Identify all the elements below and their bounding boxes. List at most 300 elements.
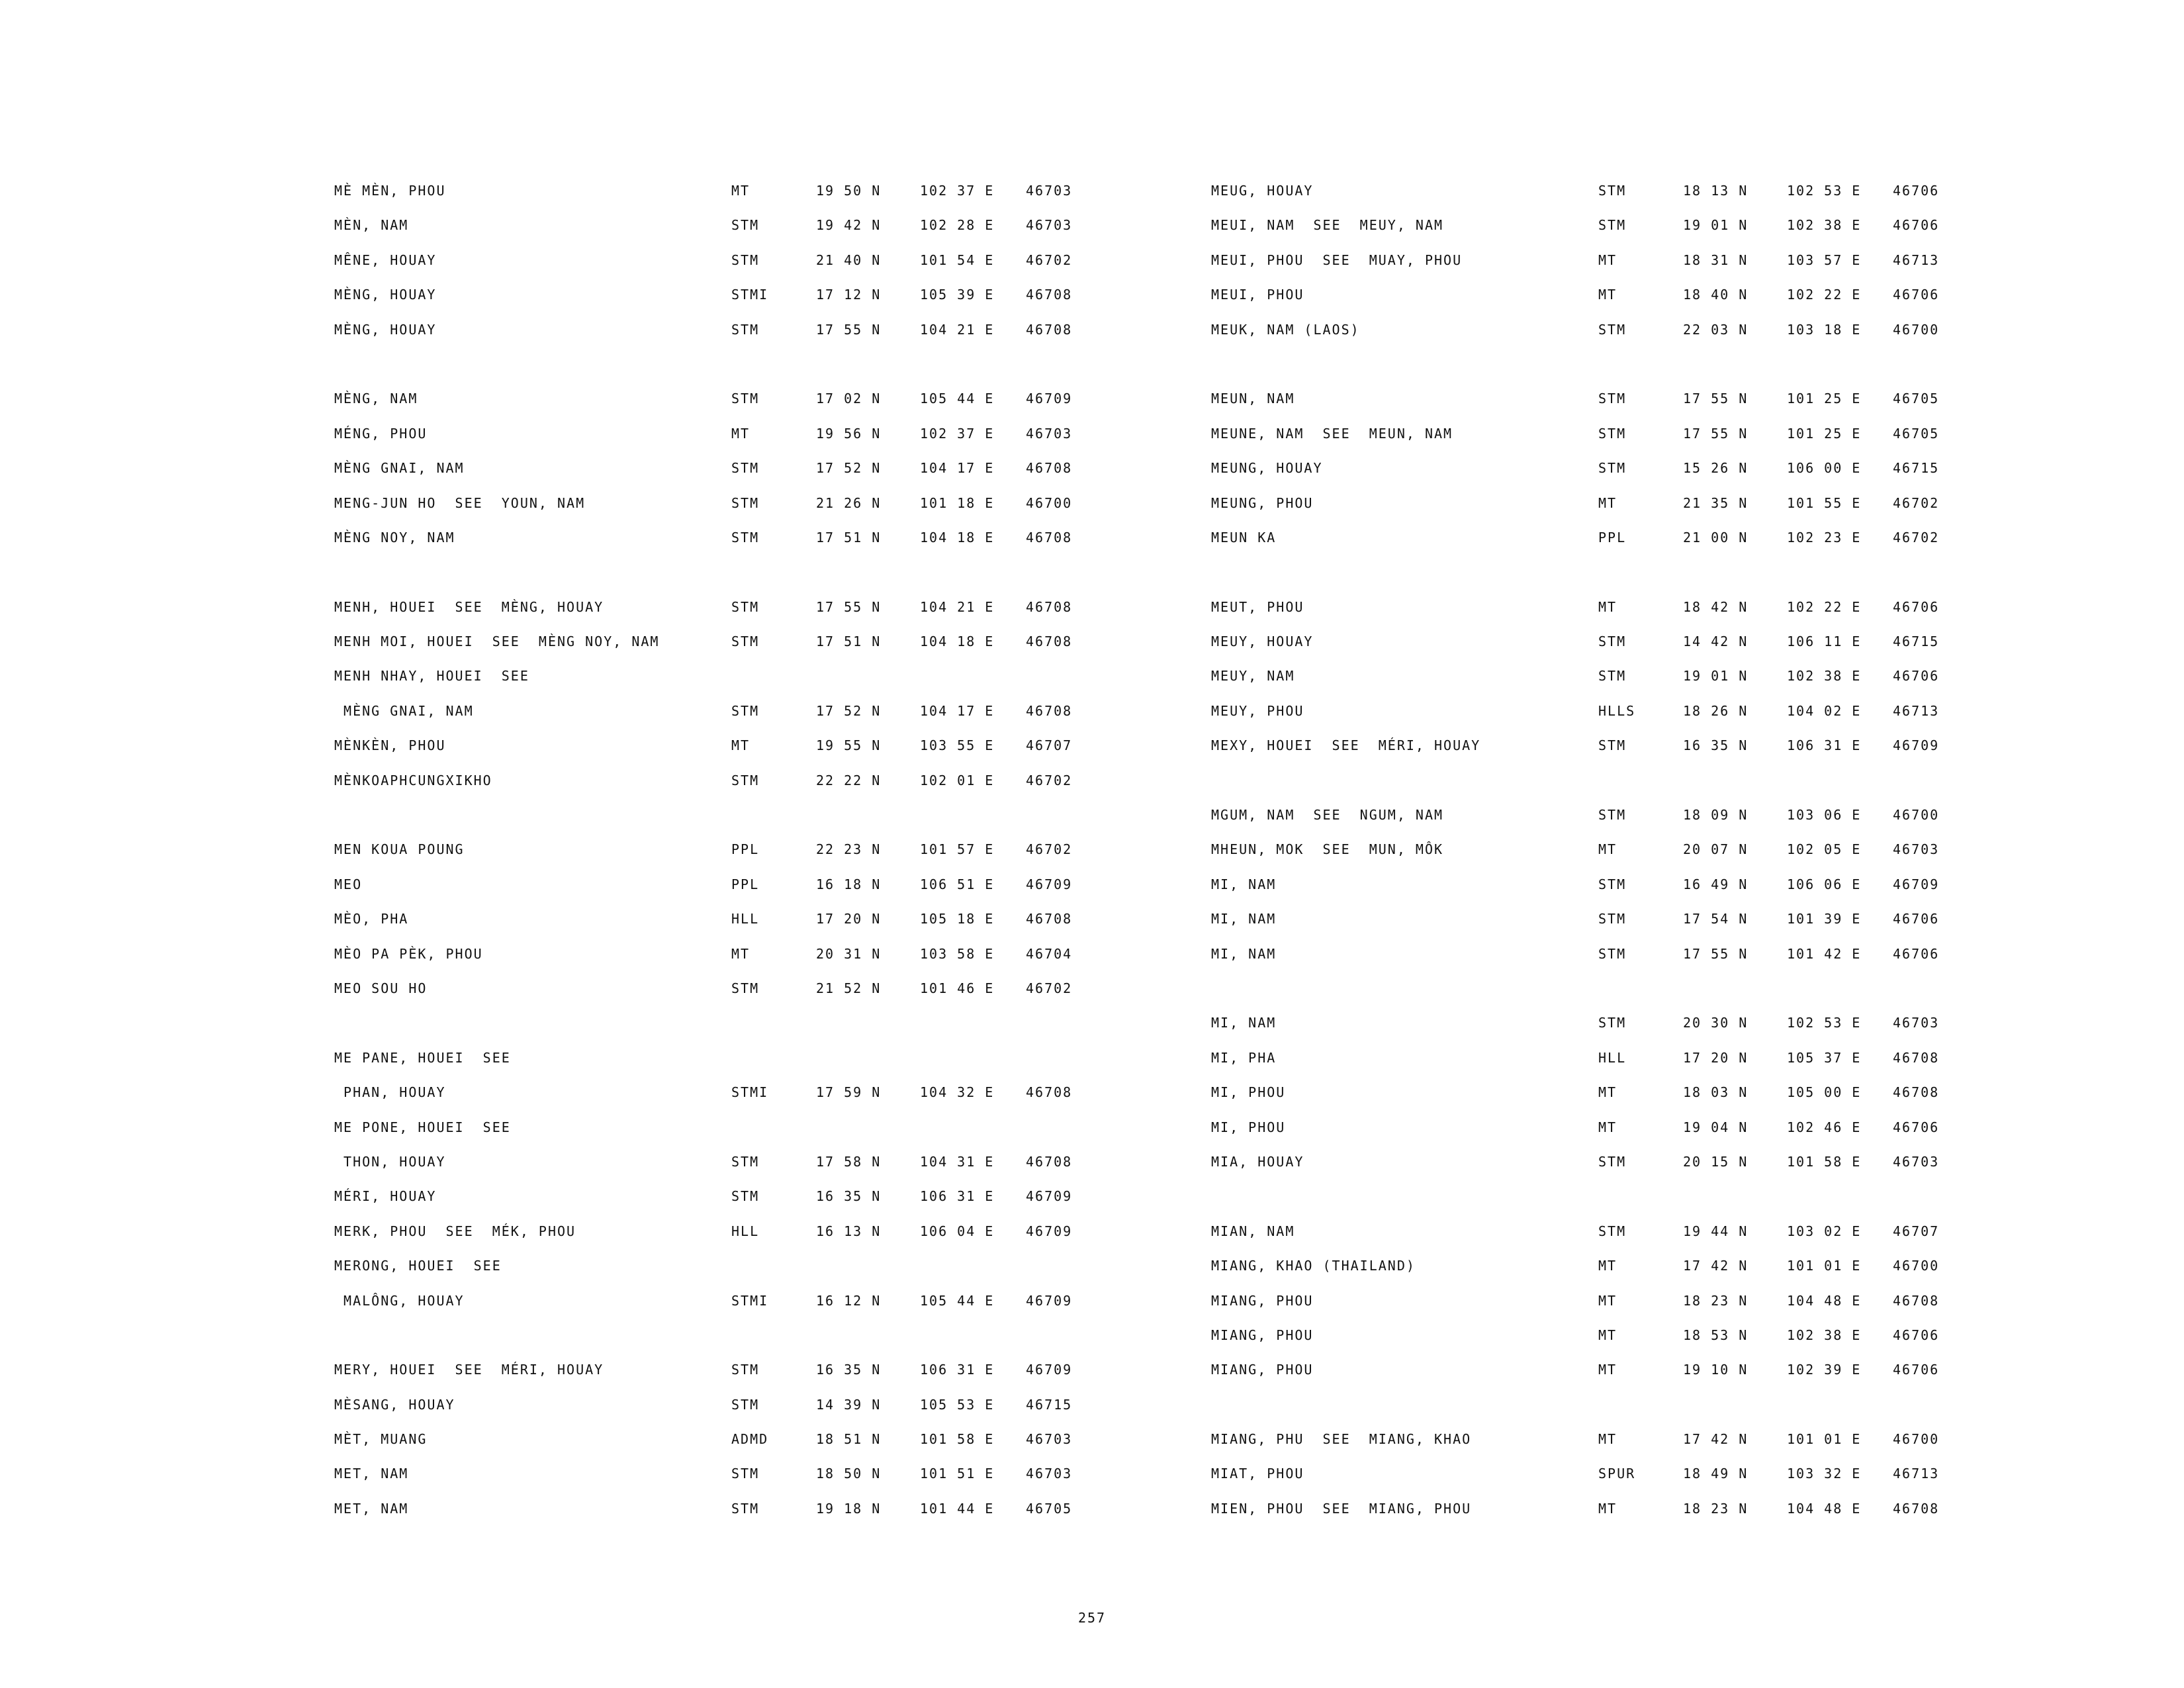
feature-code: STM <box>731 217 760 234</box>
place-name: MEXY, HOUEI SEE MÉRI, HOUAY <box>1211 737 1481 754</box>
feature-code: MT <box>1598 1119 1617 1135</box>
longitude: 101 18 E <box>920 494 995 511</box>
map-reference: 46702 <box>1026 772 1073 788</box>
place-name: MEUY, HOUAY <box>1211 633 1314 650</box>
place-name: PHAN, HOUAY <box>334 1084 446 1101</box>
latitude: 17 02 N <box>816 391 882 407</box>
place-name: MIANG, PHOU <box>1211 1362 1314 1378</box>
map-reference: 46703 <box>1026 183 1073 199</box>
feature-code: MT <box>731 183 751 199</box>
map-reference: 46709 <box>1026 1188 1073 1205</box>
feature-code: STM <box>1598 807 1627 823</box>
latitude: 21 00 N <box>1683 529 1749 545</box>
longitude: 106 06 E <box>1787 876 1862 892</box>
place-name: MERONG, HOUEI SEE <box>334 1258 502 1274</box>
place-name: MIAT, PHOU <box>1211 1466 1304 1482</box>
feature-code: STM <box>731 494 760 511</box>
latitude: 18 53 N <box>1683 1327 1749 1343</box>
map-reference: 46700 <box>1893 1258 1940 1274</box>
latitude: 19 10 N <box>1683 1362 1749 1378</box>
map-reference: 46708 <box>1893 1292 1940 1309</box>
feature-code: STM <box>731 529 760 545</box>
longitude: 102 38 E <box>1787 1327 1862 1343</box>
place-name: MIANG, PHOU <box>1211 1327 1314 1343</box>
place-name: MEUI, NAM SEE MEUY, NAM <box>1211 217 1444 234</box>
map-reference: 46709 <box>1893 737 1940 754</box>
map-reference: 46708 <box>1026 321 1073 338</box>
latitude: 17 58 N <box>816 1153 882 1170</box>
latitude: 16 49 N <box>1683 876 1749 892</box>
feature-code: STM <box>731 702 760 719</box>
feature-code: MT <box>1598 1327 1617 1343</box>
latitude: 16 35 N <box>816 1362 882 1378</box>
map-reference: 46708 <box>1893 1500 1940 1517</box>
map-reference: 46708 <box>1026 911 1073 927</box>
longitude: 101 25 E <box>1787 391 1862 407</box>
longitude: 105 18 E <box>920 911 995 927</box>
longitude: 105 44 E <box>920 1292 995 1309</box>
place-name: MENG-JUN HO SEE YOUN, NAM <box>334 494 586 511</box>
feature-code: STM <box>1598 425 1627 442</box>
longitude: 103 18 E <box>1787 321 1862 338</box>
map-reference: 46706 <box>1893 598 1940 615</box>
feature-code: MT <box>1598 841 1617 858</box>
latitude: 17 52 N <box>816 702 882 719</box>
place-name: ME PANE, HOUEI SEE <box>334 1049 511 1066</box>
place-name: MÈT, MUANG <box>334 1431 428 1448</box>
latitude: 21 52 N <box>816 980 882 996</box>
place-name: MGUM, NAM SEE NGUM, NAM <box>1211 807 1444 823</box>
place-name: MÈNG, HOUAY <box>334 321 437 338</box>
map-reference: 46708 <box>1026 1084 1073 1101</box>
latitude: 17 55 N <box>1683 425 1749 442</box>
longitude: 102 22 E <box>1787 287 1862 303</box>
place-name: MIAN, NAM <box>1211 1223 1295 1239</box>
place-name: MIANG, KHAO (THAILAND) <box>1211 1258 1416 1274</box>
latitude: 16 12 N <box>816 1292 882 1309</box>
latitude: 20 31 N <box>816 945 882 962</box>
longitude: 104 17 E <box>920 702 995 719</box>
longitude: 102 37 E <box>920 183 995 199</box>
latitude: 17 59 N <box>816 1084 882 1101</box>
latitude: 22 03 N <box>1683 321 1749 338</box>
place-name: MEUY, PHOU <box>1211 702 1304 719</box>
feature-code: STM <box>1598 1223 1627 1239</box>
feature-code: STMI <box>731 1292 769 1309</box>
feature-code: STM <box>731 772 760 788</box>
latitude: 20 30 N <box>1683 1015 1749 1031</box>
place-name: MEO SOU HO <box>334 980 428 996</box>
longitude: 102 53 E <box>1787 1015 1862 1031</box>
longitude: 101 25 E <box>1787 425 1862 442</box>
map-reference: 46700 <box>1893 807 1940 823</box>
page-number: 257 <box>1077 1610 1107 1626</box>
feature-code: STM <box>1598 183 1627 199</box>
longitude: 103 55 E <box>920 737 995 754</box>
longitude: 105 39 E <box>920 287 995 303</box>
map-reference: 46708 <box>1026 598 1073 615</box>
feature-code: STM <box>1598 911 1627 927</box>
latitude: 18 26 N <box>1683 702 1749 719</box>
map-reference: 46706 <box>1893 287 1940 303</box>
place-name: MERY, HOUEI SEE MÉRI, HOUAY <box>334 1362 604 1378</box>
feature-code: STM <box>731 460 760 477</box>
feature-code: STM <box>731 1466 760 1482</box>
map-reference: 46706 <box>1893 217 1940 234</box>
feature-code: STM <box>1598 391 1627 407</box>
map-reference: 46703 <box>1026 217 1073 234</box>
longitude: 103 02 E <box>1787 1223 1862 1239</box>
feature-code: MT <box>1598 1362 1617 1378</box>
place-name: MEN KOUA POUNG <box>334 841 465 858</box>
latitude: 16 13 N <box>816 1223 882 1239</box>
map-reference: 46708 <box>1026 529 1073 545</box>
place-name: MI, PHOU <box>1211 1084 1286 1101</box>
map-reference: 46702 <box>1026 252 1073 268</box>
longitude: 101 58 E <box>920 1431 995 1448</box>
longitude: 103 57 E <box>1787 252 1862 268</box>
longitude: 104 21 E <box>920 321 995 338</box>
latitude: 17 55 N <box>1683 391 1749 407</box>
place-name: MÈSANG, HOUAY <box>334 1396 455 1413</box>
place-name: MI, NAM <box>1211 945 1277 962</box>
place-name: MEUN KA <box>1211 529 1277 545</box>
map-reference: 46708 <box>1026 460 1073 477</box>
latitude: 18 50 N <box>816 1466 882 1482</box>
latitude: 18 42 N <box>1683 598 1749 615</box>
feature-code: STM <box>1598 460 1627 477</box>
map-reference: 46703 <box>1026 1466 1073 1482</box>
feature-code: STM <box>1598 1153 1627 1170</box>
longitude: 104 18 E <box>920 529 995 545</box>
map-reference: 46702 <box>1026 841 1073 858</box>
longitude: 106 00 E <box>1787 460 1862 477</box>
feature-code: STM <box>1598 217 1627 234</box>
feature-code: MT <box>1598 598 1617 615</box>
latitude: 17 55 N <box>1683 945 1749 962</box>
feature-code: STM <box>1598 876 1627 892</box>
longitude: 106 31 E <box>920 1188 995 1205</box>
map-reference: 46715 <box>1893 460 1940 477</box>
place-name: MERK, PHOU SEE MÉK, PHOU <box>334 1223 576 1239</box>
feature-code: STM <box>731 1188 760 1205</box>
place-name: MHEUN, MOK SEE MUN, MÔK <box>1211 841 1444 858</box>
feature-code: STM <box>731 321 760 338</box>
longitude: 101 01 E <box>1787 1258 1862 1274</box>
feature-code: STM <box>731 980 760 996</box>
place-name: MEUI, PHOU SEE MUAY, PHOU <box>1211 252 1463 268</box>
longitude: 104 48 E <box>1787 1292 1862 1309</box>
longitude: 101 55 E <box>1787 494 1862 511</box>
latitude: 19 55 N <box>816 737 882 754</box>
longitude: 102 22 E <box>1787 598 1862 615</box>
feature-code: STMI <box>731 287 769 303</box>
place-name: MÈO PA PÈK, PHOU <box>334 945 483 962</box>
place-name: MI, PHOU <box>1211 1119 1286 1135</box>
latitude: 18 03 N <box>1683 1084 1749 1101</box>
map-reference: 46705 <box>1026 1500 1073 1517</box>
latitude: 17 54 N <box>1683 911 1749 927</box>
map-reference: 46703 <box>1026 1431 1073 1448</box>
latitude: 19 01 N <box>1683 217 1749 234</box>
map-reference: 46705 <box>1893 425 1940 442</box>
map-reference: 46709 <box>1026 1223 1073 1239</box>
place-name: MENH MOI, HOUEI SEE MÈNG NOY, NAM <box>334 633 660 650</box>
place-name: MI, PHA <box>1211 1049 1277 1066</box>
feature-code: PPL <box>731 841 760 858</box>
latitude: 18 31 N <box>1683 252 1749 268</box>
map-reference: 46706 <box>1893 1327 1940 1343</box>
map-reference: 46713 <box>1893 252 1940 268</box>
map-reference: 46702 <box>1893 529 1940 545</box>
feature-code: STM <box>731 598 760 615</box>
map-reference: 46708 <box>1026 633 1073 650</box>
feature-code: STM <box>731 633 760 650</box>
longitude: 101 01 E <box>1787 1431 1862 1448</box>
place-name: MIA, HOUAY <box>1211 1153 1304 1170</box>
feature-code: HLL <box>731 911 760 927</box>
map-reference: 46709 <box>1026 1362 1073 1378</box>
latitude: 18 23 N <box>1683 1500 1749 1517</box>
map-reference: 46700 <box>1026 494 1073 511</box>
latitude: 15 26 N <box>1683 460 1749 477</box>
map-reference: 46706 <box>1893 911 1940 927</box>
map-reference: 46713 <box>1893 702 1940 719</box>
place-name: MÈO, PHA <box>334 911 409 927</box>
feature-code: STM <box>731 1396 760 1413</box>
latitude: 19 50 N <box>816 183 882 199</box>
map-reference: 46706 <box>1893 183 1940 199</box>
map-reference: 46715 <box>1026 1396 1073 1413</box>
map-reference: 46707 <box>1893 1223 1940 1239</box>
map-reference: 46709 <box>1026 876 1073 892</box>
latitude: 22 23 N <box>816 841 882 858</box>
latitude: 14 42 N <box>1683 633 1749 650</box>
feature-code: STM <box>731 391 760 407</box>
place-name: MEUG, HOUAY <box>1211 183 1314 199</box>
latitude: 19 56 N <box>816 425 882 442</box>
latitude: 16 35 N <box>1683 737 1749 754</box>
feature-code: PPL <box>731 876 760 892</box>
place-name: MENH, HOUEI SEE MÈNG, HOUAY <box>334 598 604 615</box>
latitude: 19 18 N <box>816 1500 882 1517</box>
latitude: 14 39 N <box>816 1396 882 1413</box>
longitude: 102 23 E <box>1787 529 1862 545</box>
latitude: 17 20 N <box>816 911 882 927</box>
longitude: 101 39 E <box>1787 911 1862 927</box>
feature-code: MT <box>731 425 751 442</box>
map-reference: 46707 <box>1026 737 1073 754</box>
longitude: 106 31 E <box>1787 737 1862 754</box>
place-name: MÈN, NAM <box>334 217 409 234</box>
map-reference: 46705 <box>1893 391 1940 407</box>
map-reference: 46706 <box>1893 945 1940 962</box>
longitude: 104 02 E <box>1787 702 1862 719</box>
place-name: MÈ MÈN, PHOU <box>334 183 446 199</box>
feature-code: MT <box>1598 1431 1617 1448</box>
longitude: 101 51 E <box>920 1466 995 1482</box>
latitude: 19 01 N <box>1683 668 1749 684</box>
map-reference: 46708 <box>1026 1153 1073 1170</box>
map-reference: 46708 <box>1026 287 1073 303</box>
place-name: MET, NAM <box>334 1466 409 1482</box>
latitude: 19 44 N <box>1683 1223 1749 1239</box>
latitude: 17 20 N <box>1683 1049 1749 1066</box>
map-reference: 46702 <box>1893 494 1940 511</box>
longitude: 106 04 E <box>920 1223 995 1239</box>
place-name: MEUNE, NAM SEE MEUN, NAM <box>1211 425 1453 442</box>
feature-code: MT <box>1598 1500 1617 1517</box>
feature-code: MT <box>731 737 751 754</box>
latitude: 18 40 N <box>1683 287 1749 303</box>
latitude: 20 07 N <box>1683 841 1749 858</box>
feature-code: MT <box>1598 252 1617 268</box>
longitude: 102 39 E <box>1787 1362 1862 1378</box>
map-reference: 46708 <box>1893 1084 1940 1101</box>
latitude: 17 55 N <box>816 321 882 338</box>
feature-code: MT <box>1598 1258 1617 1274</box>
longitude: 103 32 E <box>1787 1466 1862 1482</box>
latitude: 21 26 N <box>816 494 882 511</box>
place-name: MALÔNG, HOUAY <box>334 1292 465 1309</box>
longitude: 104 17 E <box>920 460 995 477</box>
map-reference: 46700 <box>1893 1431 1940 1448</box>
place-name: MEUY, NAM <box>1211 668 1295 684</box>
feature-code: MT <box>731 945 751 962</box>
latitude: 17 51 N <box>816 633 882 650</box>
latitude: 16 18 N <box>816 876 882 892</box>
place-name: ME PONE, HOUEI SEE <box>334 1119 511 1135</box>
place-name: MENH NHAY, HOUEI SEE <box>334 668 529 684</box>
longitude: 104 48 E <box>1787 1500 1862 1517</box>
place-name: MÈNG NOY, NAM <box>334 529 455 545</box>
longitude: 102 38 E <box>1787 668 1862 684</box>
feature-code: STM <box>731 1362 760 1378</box>
latitude: 18 23 N <box>1683 1292 1749 1309</box>
place-name: MET, NAM <box>334 1500 409 1517</box>
longitude: 102 38 E <box>1787 217 1862 234</box>
place-name: MI, NAM <box>1211 911 1277 927</box>
longitude: 104 32 E <box>920 1084 995 1101</box>
place-name: MIANG, PHU SEE MIANG, KHAO <box>1211 1431 1472 1448</box>
longitude: 106 11 E <box>1787 633 1862 650</box>
feature-code: STM <box>731 1153 760 1170</box>
feature-code: HLL <box>1598 1049 1627 1066</box>
latitude: 18 13 N <box>1683 183 1749 199</box>
place-name: MIANG, PHOU <box>1211 1292 1314 1309</box>
longitude: 101 42 E <box>1787 945 1862 962</box>
longitude: 102 28 E <box>920 217 995 234</box>
latitude: 17 12 N <box>816 287 882 303</box>
feature-code: ADMD <box>731 1431 769 1448</box>
map-reference: 46706 <box>1893 1119 1940 1135</box>
feature-code: HLLS <box>1598 702 1636 719</box>
longitude: 101 46 E <box>920 980 995 996</box>
place-name: MEUNG, HOUAY <box>1211 460 1323 477</box>
map-reference: 46708 <box>1026 702 1073 719</box>
latitude: 17 52 N <box>816 460 882 477</box>
longitude: 105 53 E <box>920 1396 995 1413</box>
latitude: 16 35 N <box>816 1188 882 1205</box>
longitude: 102 37 E <box>920 425 995 442</box>
feature-code: SPUR <box>1598 1466 1636 1482</box>
longitude: 104 18 E <box>920 633 995 650</box>
feature-code: PPL <box>1598 529 1627 545</box>
longitude: 105 37 E <box>1787 1049 1862 1066</box>
longitude: 101 58 E <box>1787 1153 1862 1170</box>
map-reference: 46706 <box>1893 1362 1940 1378</box>
map-reference: 46703 <box>1893 1153 1940 1170</box>
place-name: MEUNG, PHOU <box>1211 494 1314 511</box>
feature-code: STM <box>731 252 760 268</box>
latitude: 19 42 N <box>816 217 882 234</box>
latitude: 17 42 N <box>1683 1258 1749 1274</box>
longitude: 105 44 E <box>920 391 995 407</box>
map-reference: 46706 <box>1893 668 1940 684</box>
feature-code: STM <box>1598 945 1627 962</box>
feature-code: MT <box>1598 1292 1617 1309</box>
latitude: 19 04 N <box>1683 1119 1749 1135</box>
longitude: 101 54 E <box>920 252 995 268</box>
feature-code: STM <box>1598 321 1627 338</box>
latitude: 17 51 N <box>816 529 882 545</box>
map-reference: 46703 <box>1893 841 1940 858</box>
feature-code: MT <box>1598 1084 1617 1101</box>
map-reference: 46708 <box>1893 1049 1940 1066</box>
latitude: 17 55 N <box>816 598 882 615</box>
feature-code: HLL <box>731 1223 760 1239</box>
place-name: MEUK, NAM (LAOS) <box>1211 321 1360 338</box>
latitude: 21 35 N <box>1683 494 1749 511</box>
place-name: MÈNKOAPHCUNGXIKHO <box>334 772 492 788</box>
place-name: MÈNG, HOUAY <box>334 287 437 303</box>
place-name: MÈNG, NAM <box>334 391 418 407</box>
longitude: 104 21 E <box>920 598 995 615</box>
feature-code: STM <box>1598 668 1627 684</box>
longitude: 102 53 E <box>1787 183 1862 199</box>
latitude: 20 15 N <box>1683 1153 1749 1170</box>
map-reference: 46709 <box>1893 876 1940 892</box>
map-reference: 46704 <box>1026 945 1073 962</box>
place-name: MEO <box>334 876 363 892</box>
place-name: MÉNG, PHOU <box>334 425 428 442</box>
feature-code: STM <box>731 1500 760 1517</box>
map-reference: 46709 <box>1026 391 1073 407</box>
longitude: 106 31 E <box>920 1362 995 1378</box>
place-name: MÈNKÈN, PHOU <box>334 737 446 754</box>
place-name: MEUI, PHOU <box>1211 287 1304 303</box>
feature-code: MT <box>1598 494 1617 511</box>
feature-code: MT <box>1598 287 1617 303</box>
map-reference: 46713 <box>1893 1466 1940 1482</box>
longitude: 101 44 E <box>920 1500 995 1517</box>
feature-code: STM <box>1598 1015 1627 1031</box>
latitude: 21 40 N <box>816 252 882 268</box>
place-name: MÈNG GNAI, NAM <box>334 702 474 719</box>
place-name: MI, NAM <box>1211 1015 1277 1031</box>
latitude: 18 09 N <box>1683 807 1749 823</box>
longitude: 102 46 E <box>1787 1119 1862 1135</box>
longitude: 104 31 E <box>920 1153 995 1170</box>
longitude: 105 00 E <box>1787 1084 1862 1101</box>
map-reference: 46700 <box>1893 321 1940 338</box>
latitude: 17 42 N <box>1683 1431 1749 1448</box>
feature-code: STM <box>1598 633 1627 650</box>
map-reference: 46702 <box>1026 980 1073 996</box>
longitude: 102 05 E <box>1787 841 1862 858</box>
map-reference: 46715 <box>1893 633 1940 650</box>
place-name: MIEN, PHOU SEE MIANG, PHOU <box>1211 1500 1472 1517</box>
